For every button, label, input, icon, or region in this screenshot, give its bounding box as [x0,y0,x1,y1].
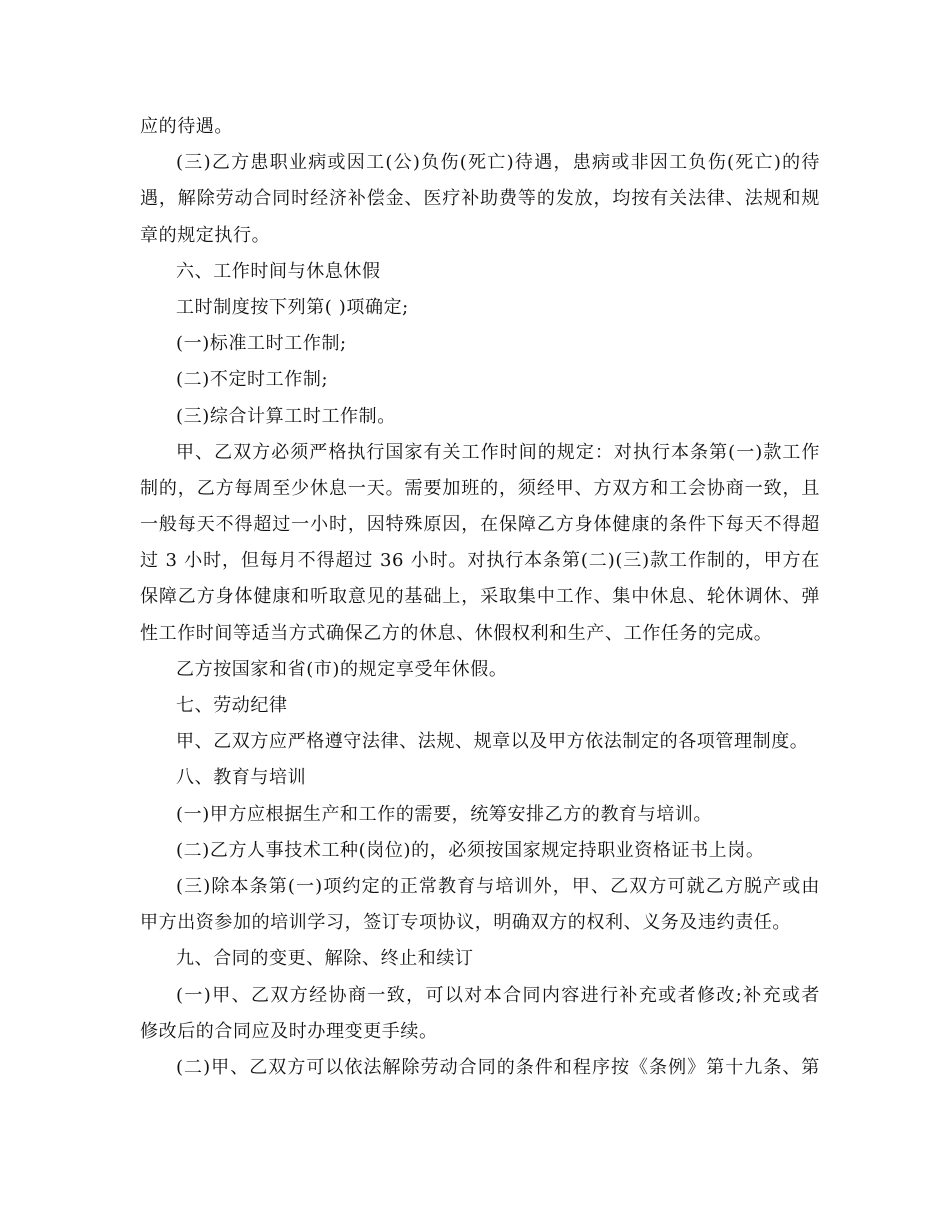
text-line: 九、合同的变更、解除、终止和续订 [176,948,474,970]
text-line: 八、教育与培训 [176,767,307,789]
text-line: (一)甲、乙双方经协商一致，可以对本合同内容进行补充或者修改;补充或者 [176,984,820,1006]
text-line: (二)乙方人事技术工种(岗位)的，必须按国家规定持职业资格证书上岗。 [176,839,765,861]
text-line: (三)乙方患职业病或因工(公)负伤(死亡)待遇，患病或非因工负伤(死亡)的待 [176,152,820,174]
text-line: (一)标准工时工作制; [176,333,347,355]
text-line: 遇，解除劳动合同时经济补偿金、医疗补助费等的发放，均按有关法律、法规和规 [140,188,820,210]
text-line: 保障乙方身体健康和听取意见的基础上，采取集中工作、集中休息、轮休调休、弹 [140,586,820,608]
text-line: 一般每天不得超过一小时，因特殊原因，在保障乙方身体健康的条件下每天不得超 [140,514,820,536]
text-line: (二)不定时工作制; [176,369,329,391]
text-line: 六、工作时间与休息休假 [176,260,381,282]
text-line: 应的待遇。 [140,116,233,137]
text-line: 工时制度按下列第( )项确定; [176,296,409,318]
document-body [140,109,820,1086]
text-line: (三)综合计算工时工作制。 [176,405,396,427]
text-line: (二)甲、乙双方可以依法解除劳动合同的条件和程序按《条例》第十九条、第 [176,1056,820,1078]
text-line: 七、劳动纪律 [176,695,288,716]
text-line: 乙方按国家和省(市)的规定享受年休假。 [176,658,508,680]
text-line: 甲方出资参加的培训学习，签订专项协议，明确双方的权利、义务及违约责任。 [140,912,791,934]
text-line: 制的，乙方每周至少休息一天。需要加班的，须经甲、方双方和工会协商一致，且 [140,477,820,499]
text-line: 甲、乙双方必须严格执行国家有关工作时间的规定：对执行本条第(一)款工作 [176,441,820,463]
text-line: (三)除本条第(一)项约定的正常教育与培训外，甲、乙双方可就乙方脱产或由 [176,875,820,897]
text-line: 甲、乙双方应严格遵守法律、法规、规章以及甲方依法制定的各项管理制度。 [176,731,809,753]
text-line: 过 3 小时，但每月不得超过 36 小时。对执行本条第(二)(三)款工作制的，甲方在 [140,550,820,572]
text-line: (一)甲方应根据生产和工作的需要，统筹安排乙方的教育与培训。 [176,803,713,825]
text-line: 修改后的合同应及时办理变更手续。 [140,1020,438,1042]
text-line: 章的规定执行。 [140,224,271,246]
text-line: 性工作时间等适当方式确保乙方的休息、休假权利和生产、工作任务的完成。 [140,622,773,644]
